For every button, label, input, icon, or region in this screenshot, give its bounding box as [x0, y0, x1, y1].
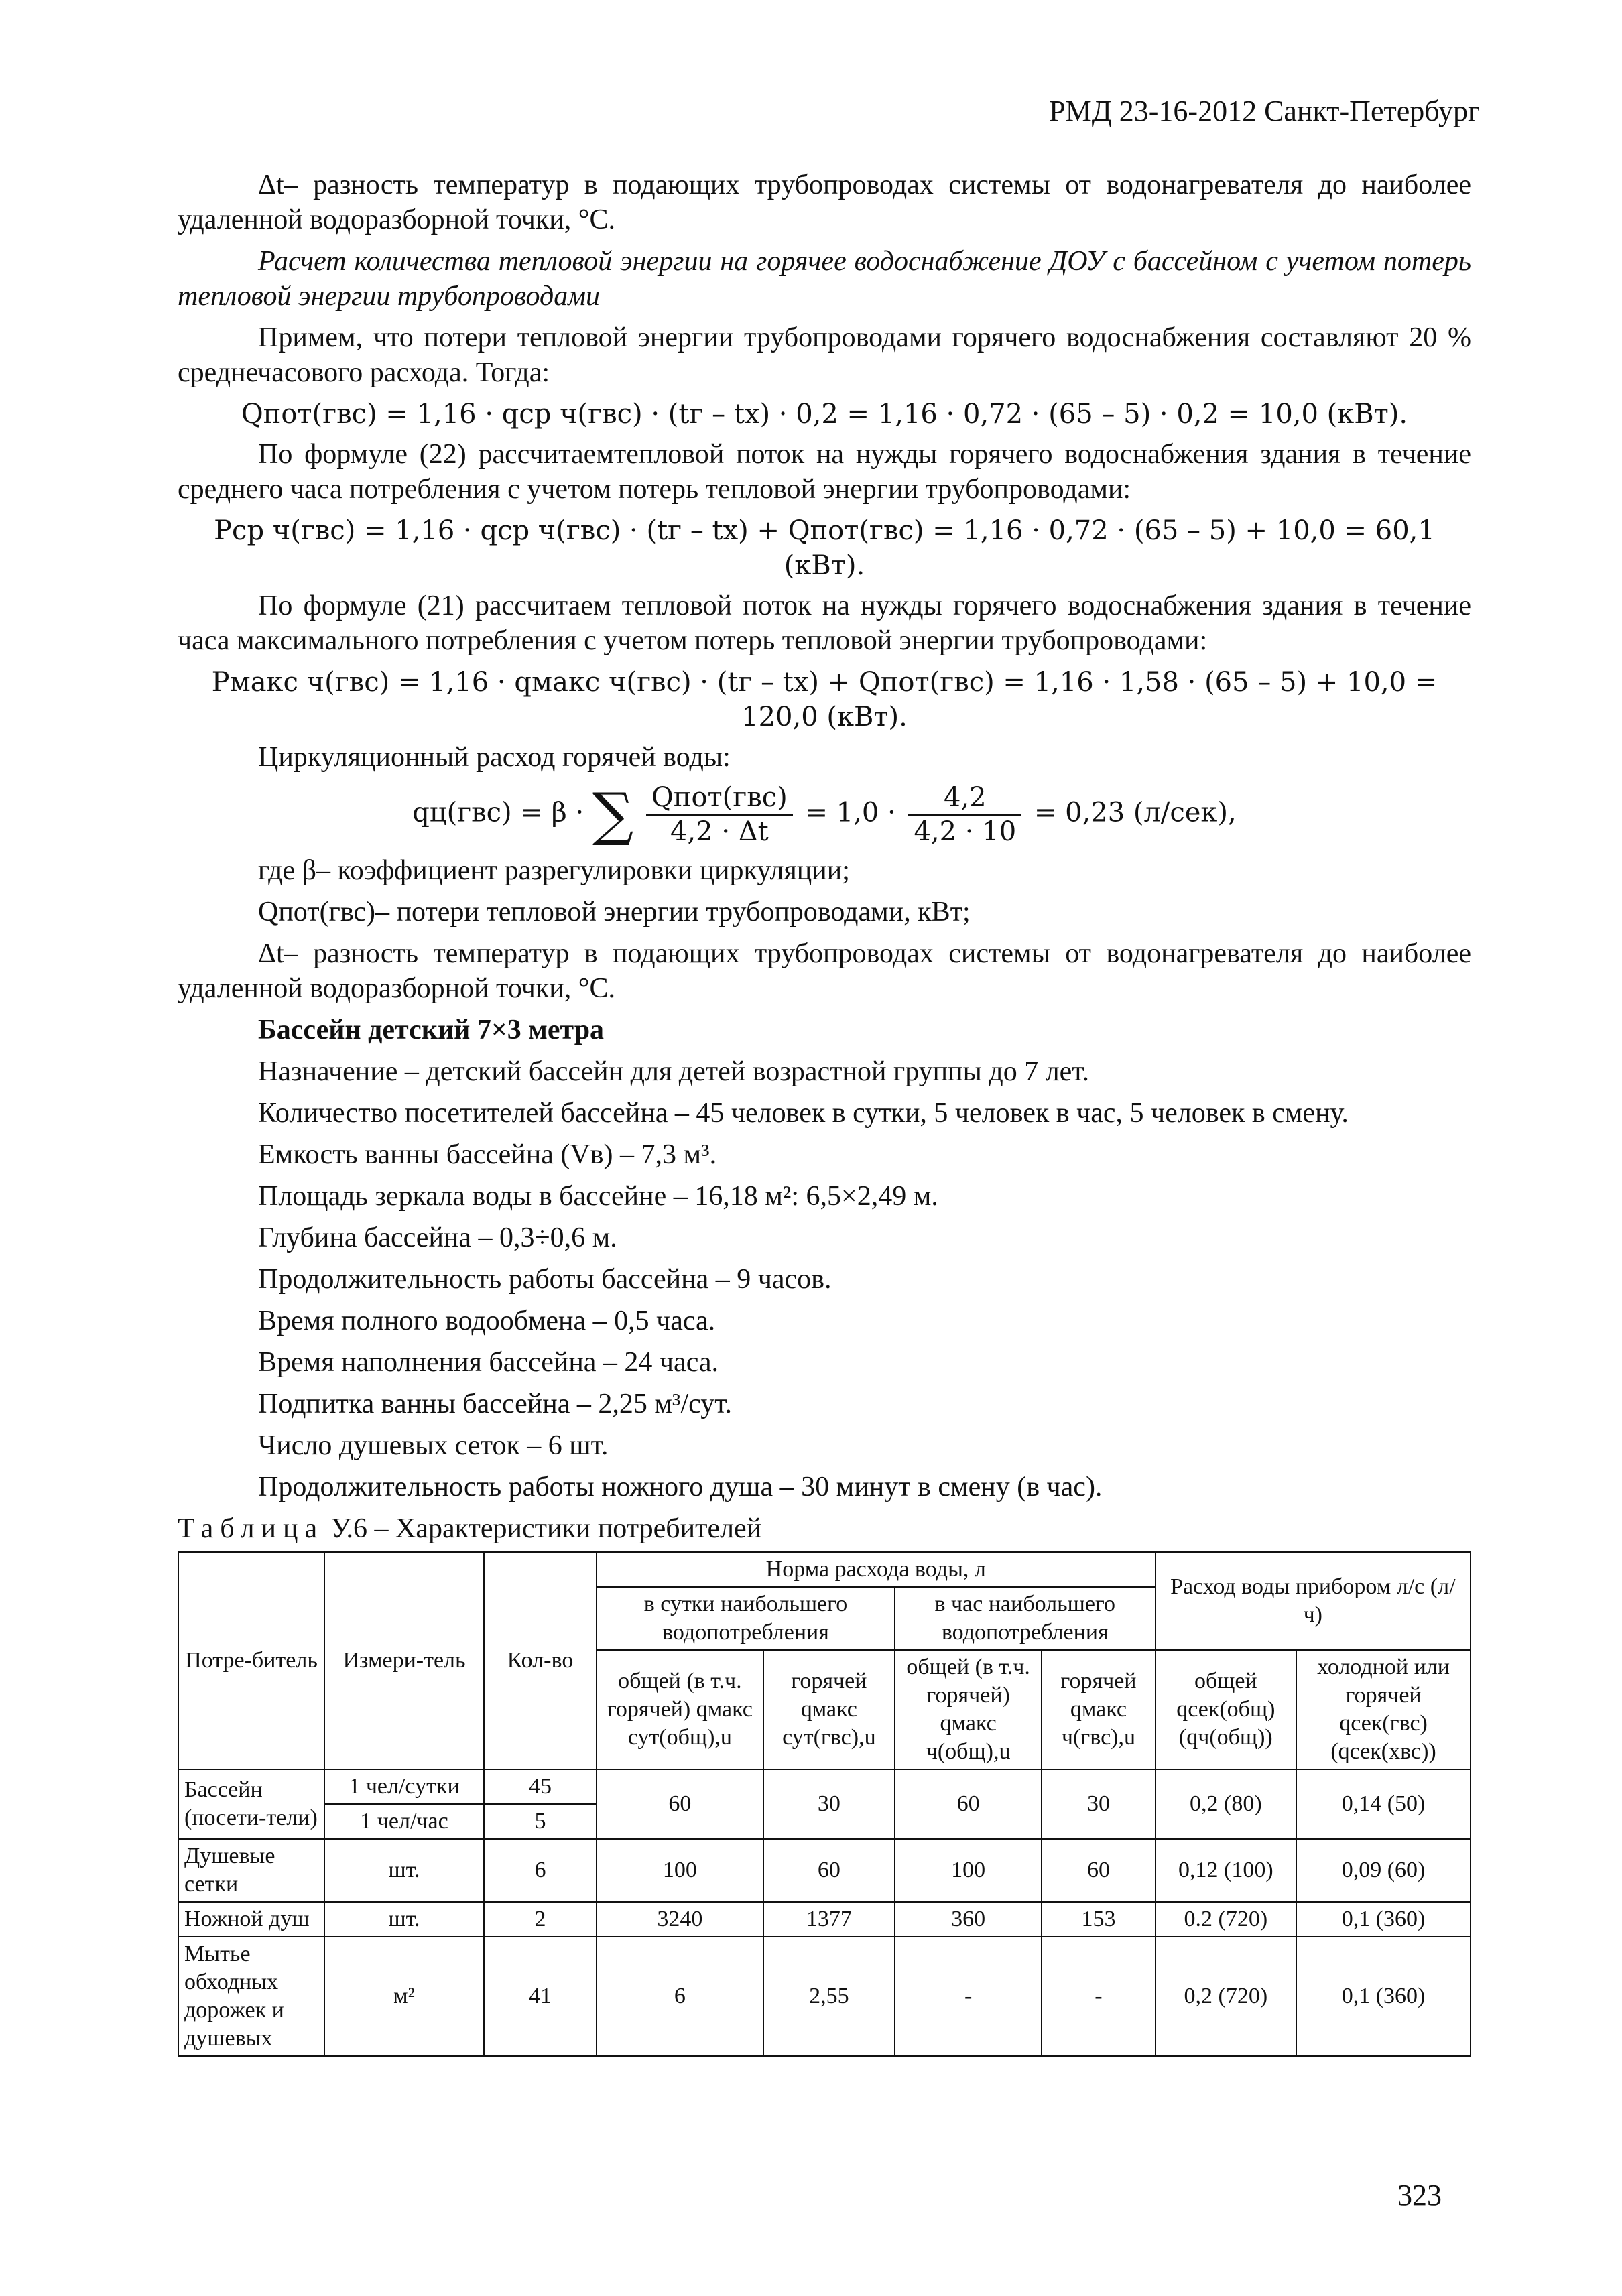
table-row [178, 1839, 1471, 1902]
table-row [178, 1769, 1471, 1804]
paragraph-circulation: Циркуляционный расход горячей воды: [258, 742, 731, 773]
header-hour-total: общей (в т.ч. горячей) qмакс ч(общ),u [895, 1650, 1042, 1769]
fraction-2 [908, 781, 1021, 848]
cell-consumer: Душевые сетки [178, 1839, 324, 1902]
section-title: Расчет количества тепловой энергии на горячее водоснабжение ДОУ с бассейном с учетом потерь тепловой энергии трубопроводами [178, 246, 1471, 312]
cell-consumer: Мытье обходных дорожек и душевых [178, 1937, 324, 2056]
definition-heat-loss: Qпот(гвс)– потери тепловой энергии трубопроводами, кВт; [258, 897, 971, 928]
cell-count: 2 [484, 1902, 597, 1937]
cell-value: 100 [895, 1839, 1042, 1902]
cell-value: - [895, 1937, 1042, 2056]
cell-value: 0.2 (720) [1156, 1902, 1297, 1937]
cell-consumer: Бассейн (посети-тели) [178, 1769, 324, 1839]
fraction-2-denominator: 4,2 · 10 [914, 816, 1017, 847]
cell-value: 60 [763, 1839, 895, 1902]
page-number: 323 [1397, 2179, 1442, 2212]
header-hour-hot: горячей qмакс ч(гвс),u [1042, 1650, 1155, 1769]
cell-count: 5 [484, 1804, 597, 1839]
cell-unit: шт. [324, 1902, 484, 1937]
definition-beta: где β– коэффициент разрегулировки циркуляции; [258, 855, 850, 886]
header-unit: Измери-тель [324, 1552, 484, 1769]
cell-value: 0,1 (360) [1296, 1937, 1471, 2056]
paragraph-delta-t-1: Δt– разность температур в подающих трубопроводах системы от водонагревателя до наиболее удаленной водоразборной точки, °С. [178, 170, 1471, 235]
page-header: РМД 23-16-2012 Санкт-Петербург [1049, 94, 1480, 127]
cell-value: 30 [763, 1769, 895, 1839]
pool-spec-line: Емкость ванны бассейна (Vв) – 7,3 м³. [258, 1139, 717, 1170]
cell-value: 360 [895, 1902, 1042, 1937]
formula-circ-rhs: = 0,23 (л/сек), [1034, 797, 1237, 828]
cell-value: 100 [597, 1839, 763, 1902]
fraction-2-numerator: 4,2 [908, 781, 1021, 816]
pool-spec-line: Время наполнения бассейна – 24 часа. [258, 1347, 719, 1378]
header-consumer: Потре-битель [178, 1552, 324, 1769]
cell-unit: 1 чел/сутки [324, 1769, 484, 1804]
fraction-1-denominator: 4,2 · Δt [670, 816, 769, 847]
header-day-hot: горячей qмакс сут(гвс),u [763, 1650, 895, 1769]
paragraph-losses: Примем, что потери тепловой энергии трубопроводами горячего водоснабжения составляют 20 % среднечасового расхода. Тогда: [178, 322, 1471, 388]
cell-unit: м² [324, 1937, 484, 2056]
header-norm: Норма расхода воды, л [597, 1552, 1156, 1587]
cell-count: 6 [484, 1839, 597, 1902]
cell-value: 0,09 (60) [1296, 1839, 1471, 1902]
cell-value: 1377 [763, 1902, 895, 1937]
formula-circulation [178, 781, 1471, 848]
pool-spec-line: Площадь зеркала воды в бассейне – 16,18 м²: 6,5×2,49 м. [258, 1181, 938, 1212]
table-row [178, 1902, 1471, 1937]
cell-count: 41 [484, 1937, 597, 2056]
pool-title: Бассейн детский 7×3 метра [258, 1015, 605, 1045]
pool-spec-line: Глубина бассейна – 0,3÷0,6 м. [258, 1222, 617, 1253]
cell-consumer: Ножной душ [178, 1902, 324, 1937]
formula-max-heat-flow: Pмакс ч(гвс) = 1,16 · qмакс ч(гвс) · (tг – tх) + Qпот(гвс) = 1,16 · 1,58 · (65 – 5) + 10,0 = 120,0 (кВт). [211, 667, 1438, 732]
table-caption [178, 1511, 1471, 1546]
pool-spec-line: Продолжительность работы ножного душа – 30 минут в смену (в час). [258, 1472, 1103, 1503]
cell-value: 60 [1042, 1839, 1155, 1902]
paragraph-formula-21: По формуле (21) рассчитаем тепловой поток на нужды горячего водоснабжения здания в течение часа максимального потребления с учетом потерь тепловой энергии трубопроводами: [178, 590, 1471, 656]
header-day-max: в сутки наибольшего водопотребления [597, 1587, 895, 1650]
consumers-table [178, 1551, 1471, 2057]
cell-value: 60 [597, 1769, 763, 1839]
pool-specs [178, 1054, 1471, 1505]
cell-count: 45 [484, 1769, 597, 1804]
formula-heat-loss: Qпот(гвс) = 1,16 · qср ч(гвс) · (tг – tх) · 0,2 = 1,16 · 0,72 · (65 – 5) · 0,2 = 10,0 (кВт). [241, 399, 1408, 430]
header-day-total: общей (в т.ч. горячей) qмакс сут(общ),u [597, 1650, 763, 1769]
cell-value: 60 [895, 1769, 1042, 1839]
cell-value: 0,1 (360) [1296, 1902, 1471, 1937]
header-device-cold-hot: холодной или горячей qсек(гвс) (qсек(хвс)) [1296, 1650, 1471, 1769]
sum-sign: ∑ [592, 781, 634, 848]
cell-unit: шт. [324, 1839, 484, 1902]
cell-value: 3240 [597, 1902, 763, 1937]
pool-spec-line: Количество посетителей бассейна – 45 человек в сутки, 5 человек в час, 5 человек в смену. [258, 1098, 1349, 1129]
cell-value: 0,2 (80) [1156, 1769, 1297, 1839]
header-hour-max: в час наибольшего водопотребления [895, 1587, 1156, 1650]
cell-unit: 1 чел/час [324, 1804, 484, 1839]
header-device-total: общей qсек(общ) (qч(общ)) [1156, 1650, 1297, 1769]
formula-circ-lhs: qц(гвс) = β · [412, 797, 584, 828]
pool-spec-line: Время полного водообмена – 0,5 часа. [258, 1305, 716, 1336]
table-row [178, 1937, 1471, 2056]
document-body [178, 168, 1471, 2057]
formula-circ-mid: = 1,0 · [805, 797, 896, 828]
fraction-1 [646, 781, 793, 848]
table-caption-word: Таблица [178, 1513, 324, 1544]
formula-avg-heat-flow: Pср ч(гвс) = 1,16 · qср ч(гвс) · (tг – tх) + Qпот(гвс) = 1,16 · 0,72 · (65 – 5) + 10,0 = 60,1 (кВт). [214, 515, 1435, 581]
cell-value: 6 [597, 1937, 763, 2056]
pool-spec-line: Подпитка ванны бассейна – 2,25 м³/сут. [258, 1389, 732, 1419]
fraction-1-numerator: Qпот(гвс) [646, 781, 793, 816]
cell-value: 0,2 (720) [1156, 1937, 1297, 2056]
cell-value: 153 [1042, 1902, 1155, 1937]
pool-spec-line: Продолжительность работы бассейна – 9 часов. [258, 1264, 832, 1295]
paragraph-formula-22: По формуле (22) рассчитаемтепловой поток на нужды горячего водоснабжения здания в течение среднего часа потребления с учетом потерь тепловой энергии трубопроводами: [178, 439, 1471, 505]
cell-value: 0,12 (100) [1156, 1839, 1297, 1902]
paragraph-delta-t-2: Δt– разность температур в подающих трубопроводах системы от водонагревателя до наиболее удаленной водоразборной точки, °С. [178, 938, 1471, 1004]
header-count: Кол-во [484, 1552, 597, 1769]
cell-value: - [1042, 1937, 1155, 2056]
table-caption-text: У.6 – Характеристики потребителей [330, 1513, 762, 1544]
cell-value: 0,14 (50) [1296, 1769, 1471, 1839]
pool-spec-line: Число душевых сеток – 6 шт. [258, 1430, 609, 1461]
cell-value: 2,55 [763, 1937, 895, 2056]
cell-value: 30 [1042, 1769, 1155, 1839]
header-device-flow: Расход воды прибором л/с (л/ч) [1156, 1552, 1471, 1650]
pool-spec-line: Назначение – детский бассейн для детей возрастной группы до 7 лет. [258, 1056, 1090, 1087]
